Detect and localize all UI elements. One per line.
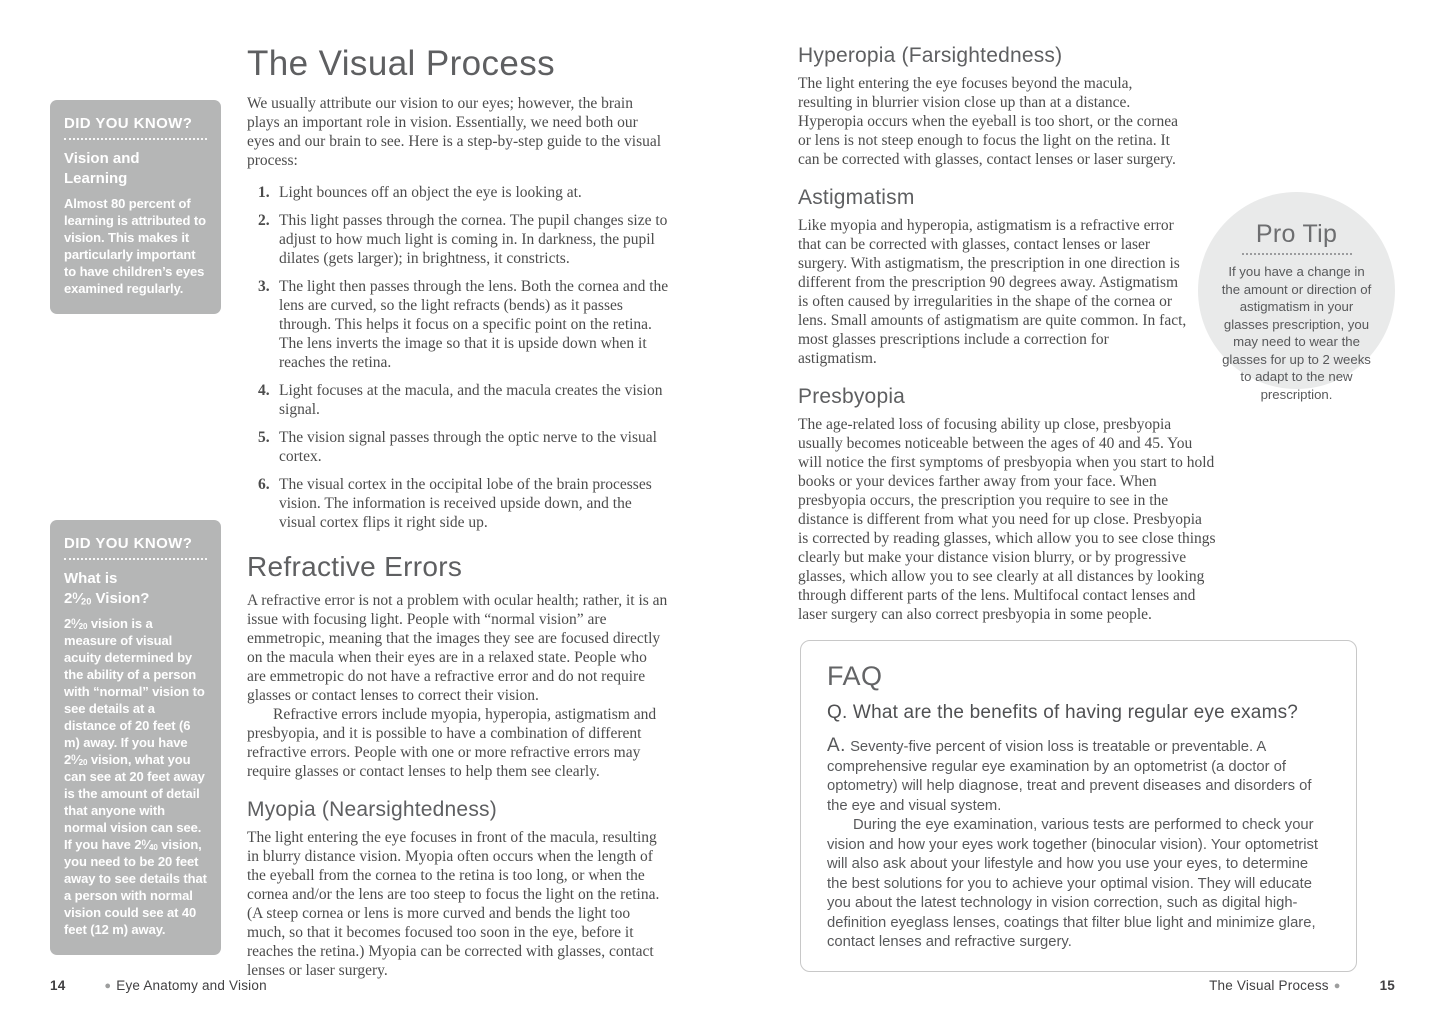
page-title: The Visual Process	[247, 44, 556, 83]
pro-tip-heading: Pro Tip	[1255, 220, 1338, 248]
dotted-rule	[64, 138, 207, 140]
faq-box	[800, 640, 1357, 972]
left-page-footer	[50, 978, 267, 993]
faq-heading: FAQ	[827, 661, 883, 691]
step-item	[258, 277, 669, 372]
refractive-errors-paragraph-1: A refractive error is not a problem with ocular health; rather, it is an issue with focusing light. People with “normal vision” are emmetropic, meaning that the images they see are focused directly on the macula when their eyes are in a relaxed state. People who are emmetropic do not have a refractive error and do not require glasses or contact lenses to correct their vision.	[247, 592, 668, 704]
footer-bullet: ●	[1333, 980, 1341, 992]
fraction-20-20: $2^0⁄_{20}$	[64, 616, 88, 632]
hyperopia-paragraph: The light entering the eye focuses beyond the macula, resulting in blurrier vision close up than at a distance. Hyperopia occurs when the eyeball is too short, or the cornea or lens is not steep enough to focus the light on the retina. It can be corrected with glasses, contact lenses or laser surgery.	[798, 75, 1179, 168]
footer-section-label: The Visual Process	[1209, 978, 1329, 993]
intro-paragraph: We usually attribute our vision to our eyes; however, the brain plays an important role in vision. Essentially, we need both our eyes and our brain to see. Here is a step-by-step guide to the visual process:	[247, 95, 662, 169]
footer-section-label: Eye Anatomy and Vision	[116, 978, 267, 993]
right-page-main-column	[798, 44, 1216, 624]
step-text: The visual cortex in the occipital lobe of the brain processes vision. The information is received upside down, and the visual cortex flips it right side up.	[279, 476, 652, 531]
subsection-heading-hyperopia: Hyperopia (Farsightedness)	[798, 44, 1063, 67]
step-text: Light focuses at the macula, and the macula creates the vision signal.	[279, 382, 663, 418]
step-item	[258, 428, 669, 466]
subsection-heading-astigmatism: Astigmatism	[798, 186, 915, 209]
did-you-know-header: DID YOU KNOW?	[64, 535, 193, 552]
sidebar-subhead: What is $2^0⁄_{20}$ Vision?	[64, 570, 150, 607]
step-item	[258, 475, 669, 532]
footer-bullet: ●	[104, 980, 112, 992]
dotted-rule	[64, 558, 207, 560]
step-item	[258, 211, 669, 268]
presbyopia-paragraph: The age-related loss of focusing ability up close, presbyopia usually becomes noticeable between the ages of 40 and 45. You will notice the first symptoms of presbyopia when you start to hold books or your devices farther away from your face. When presbyopia occurs, the prescription you require to see in the distance is different from what you need for up close. Presbyopia is corrected by reading glasses, which allow you to see close things clearly but make your distance vision blurry, or by progressive glasses, which allow you to see clearly at all distances by looking through different parts of the lens. Multifocal contact lenses and laser surgery can also correct presbyopia in some people.	[798, 416, 1216, 623]
dotted-rule	[1242, 253, 1352, 255]
step-text: The vision signal passes through the optic nerve to the visual cortex.	[279, 429, 657, 465]
did-you-know-box-2020-vision	[50, 520, 221, 955]
fraction-20-40: $2^0⁄_{40}$	[134, 837, 158, 853]
fraction-20-20: $2^0⁄_{20}$	[64, 752, 88, 768]
astigmatism-paragraph: Like myopia and hyperopia, astigmatism is a refractive error that can be corrected with glasses, contact lenses or laser surgery. With astigmatism, the prescription in one direction is different from the prescription 90 degrees away. Astigmatism is often caused by irregularities in the shape of the cornea or lens. Small amounts of astigmatism are quite common. In fact, most glasses prescriptions include a correction for astigmatism.	[798, 217, 1187, 367]
myopia-paragraph: The light entering the eye focuses in front of the macula, resulting in blurry distance vision. Myopia often occurs when the length of the eyeball from the cornea to the retina is too long, or when the cornea and/or the lens are too steep to focus the light on the retina. (A steep cornea or lens is more curved and bends the light too much, so that it becomes focused too soon in the eye, before it reaches the retina.) Myopia can be corrected with glasses, contact lenses or laser surgery.	[247, 829, 660, 979]
sidebar-body-text: $2^0⁄_{20}$ vision is a measure of visual acuity determined by the ability of a person with “normal” vision to see details at a distance of 20 feet (6 m) away. If you have $2^0⁄_{20}$ vision, what you can see at 20 feet away is the amount of detail that anyone with normal vision can see. If you have $2^0⁄_{40}$ vision, you need to be 20 feet away to see details that a person with normal vision could see at 40 feet (12 m) away.	[64, 616, 207, 937]
step-number: 6.	[258, 476, 270, 493]
fraction-20-20: $2^0⁄_{20}$	[64, 589, 92, 607]
step-number: 4.	[258, 382, 270, 399]
step-number: 3.	[258, 278, 270, 295]
pro-tip-body: If you have a change in the amount or direction of astigmatism in your glasses prescription, you may need to wear the glasses for up to 2 weeks to adapt to the new prescription.	[1221, 264, 1372, 402]
sidebar-body-text: Almost 80 percent of learning is attributed to vision. This makes it particularly important to have children’s eyes examined regularly.	[64, 196, 206, 296]
subsection-heading-presbyopia: Presbyopia	[798, 385, 906, 408]
step-number: 2.	[258, 212, 270, 229]
pro-tip-circle	[1198, 192, 1395, 402]
step-number: 5.	[258, 429, 270, 446]
refractive-errors-paragraph-2: Refractive errors include myopia, hyperopia, astigmatism and presbyopia, and it is possible to have a combination of different refractive errors. People with one or more refractive errors may require glasses or contact lenses to help them see clearly.	[247, 706, 657, 780]
step-text: This light passes through the cornea. The pupil changes size to adjust to how much light is coming in. In darkness, the pupil dilates (gets larger); in brightness, it constricts.	[279, 212, 668, 267]
section-heading-refractive-errors: Refractive Errors	[247, 551, 463, 582]
left-page-main-column	[247, 44, 669, 980]
right-page-footer	[1209, 978, 1395, 993]
step-item	[258, 381, 669, 419]
faq-question: Q. What are the benefits of having regular eye exams?	[827, 702, 1299, 723]
step-item	[258, 183, 669, 202]
sidebar-subhead: Vision and Learning	[64, 150, 140, 187]
did-you-know-header: DID YOU KNOW?	[64, 115, 193, 132]
footer-page-number: 15	[1379, 978, 1395, 993]
faq-answer-paragraph-2: During the eye examination, various tests are performed to check your vision and how your eyes work together (binocular vision). Your optometrist will also ask about your lifestyle and how you use your eyes, to determine the best solutions for you to achieve your optimal vision. They will educate you about the latest technology in vision correction, such as digital high-definition eyeglass lenses, coatings that filter blue light and minimize glare, contact lenses and refractive surgery.	[827, 817, 1319, 950]
faq-answer-lead: A.	[827, 735, 846, 756]
subsection-heading-myopia: Myopia (Nearsightedness)	[247, 798, 497, 821]
visual-process-steps	[258, 183, 669, 532]
did-you-know-box-vision-learning	[50, 100, 221, 314]
step-number: 1.	[258, 184, 270, 201]
step-text: Light bounces off an object the eye is looking at.	[279, 184, 582, 201]
step-text: The light then passes through the lens. Both the cornea and the lens are curved, so the light refracts (bends) as it passes through. This helps it focus on a specific point on the retina. The lens inverts the image so that it is upside down when it reaches the retina.	[279, 278, 669, 371]
faq-answer-paragraph-1: A. Seventy-five percent of vision loss is treatable or preventable. A comprehensive regular eye examination by an optometrist (a doctor of optometry) will help diagnose, treat and prevent diseases and disorders of the eye and visual system.	[827, 735, 1312, 814]
footer-page-number: 14	[50, 978, 66, 993]
